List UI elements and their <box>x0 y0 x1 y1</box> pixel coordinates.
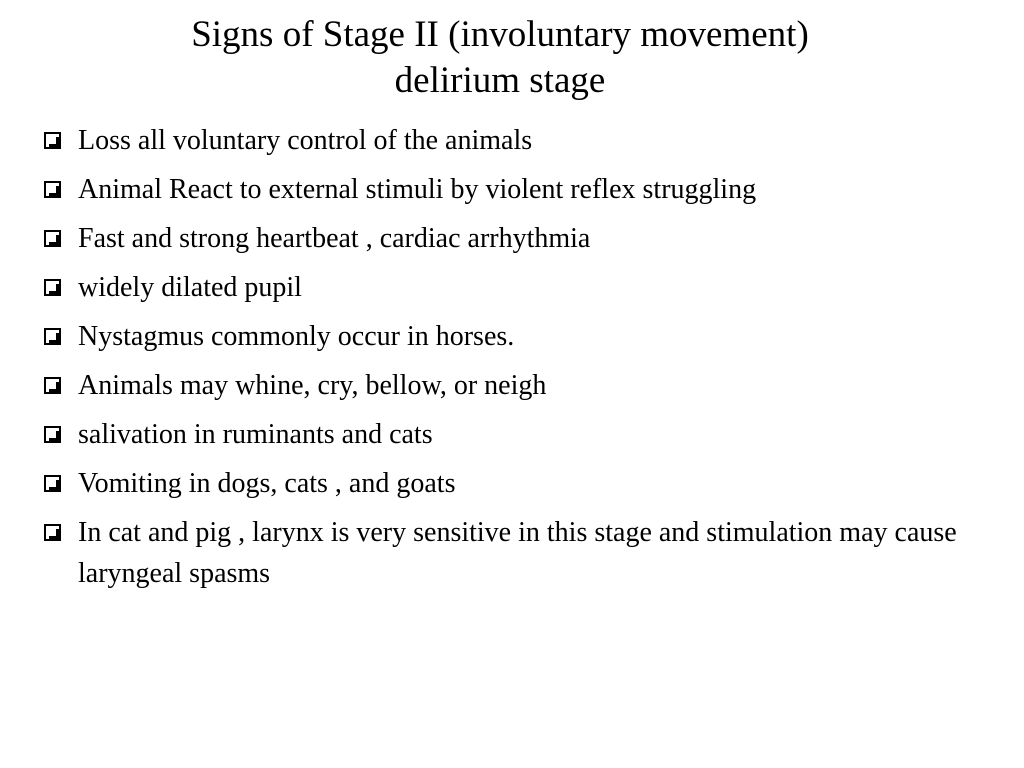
bullet-text: Vomiting in dogs, cats , and goats <box>78 468 456 499</box>
bullet-text: Fast and strong heartbeat , cardiac arrhythmia <box>78 223 591 254</box>
checkbox-square-icon <box>44 132 61 149</box>
bullet-item <box>42 169 982 210</box>
checkbox-square-icon <box>44 475 61 492</box>
bullet-list <box>42 120 982 602</box>
bullet-text: Nystagmus commonly occur in horses. <box>78 321 515 352</box>
bullet-item <box>42 512 982 594</box>
bullet-text: widely dilated pupil <box>78 272 302 303</box>
bullet-text: Animal React to external stimuli by violent reflex struggling <box>78 174 757 205</box>
bullet-item <box>42 120 982 161</box>
checkbox-square-icon <box>44 230 61 247</box>
checkbox-square-icon <box>44 279 61 296</box>
bullet-item <box>42 463 982 504</box>
slide-title-line-2: delirium stage <box>394 60 606 101</box>
slide-title-line-1: Signs of Stage II (involuntary movement) <box>191 14 809 55</box>
bullet-text: salivation in ruminants and cats <box>78 419 433 450</box>
slide-title <box>60 12 940 104</box>
bullet-item <box>42 218 982 259</box>
bullet-item <box>42 267 982 308</box>
checkbox-square-icon <box>44 524 61 541</box>
checkbox-square-icon <box>44 328 61 345</box>
bullet-text: Loss all voluntary control of the animals <box>78 125 533 156</box>
checkbox-square-icon <box>44 181 61 198</box>
checkbox-square-icon <box>44 377 61 394</box>
bullet-text: In cat and pig , larynx is very sensitive in this stage and stimulation may cause laryngeal spasms <box>78 517 957 589</box>
checkbox-square-icon <box>44 426 61 443</box>
bullet-item <box>42 365 982 406</box>
bullet-text: Animals may whine, cry, bellow, or neigh <box>78 370 547 401</box>
bullet-item <box>42 414 982 455</box>
bullet-item <box>42 316 982 357</box>
